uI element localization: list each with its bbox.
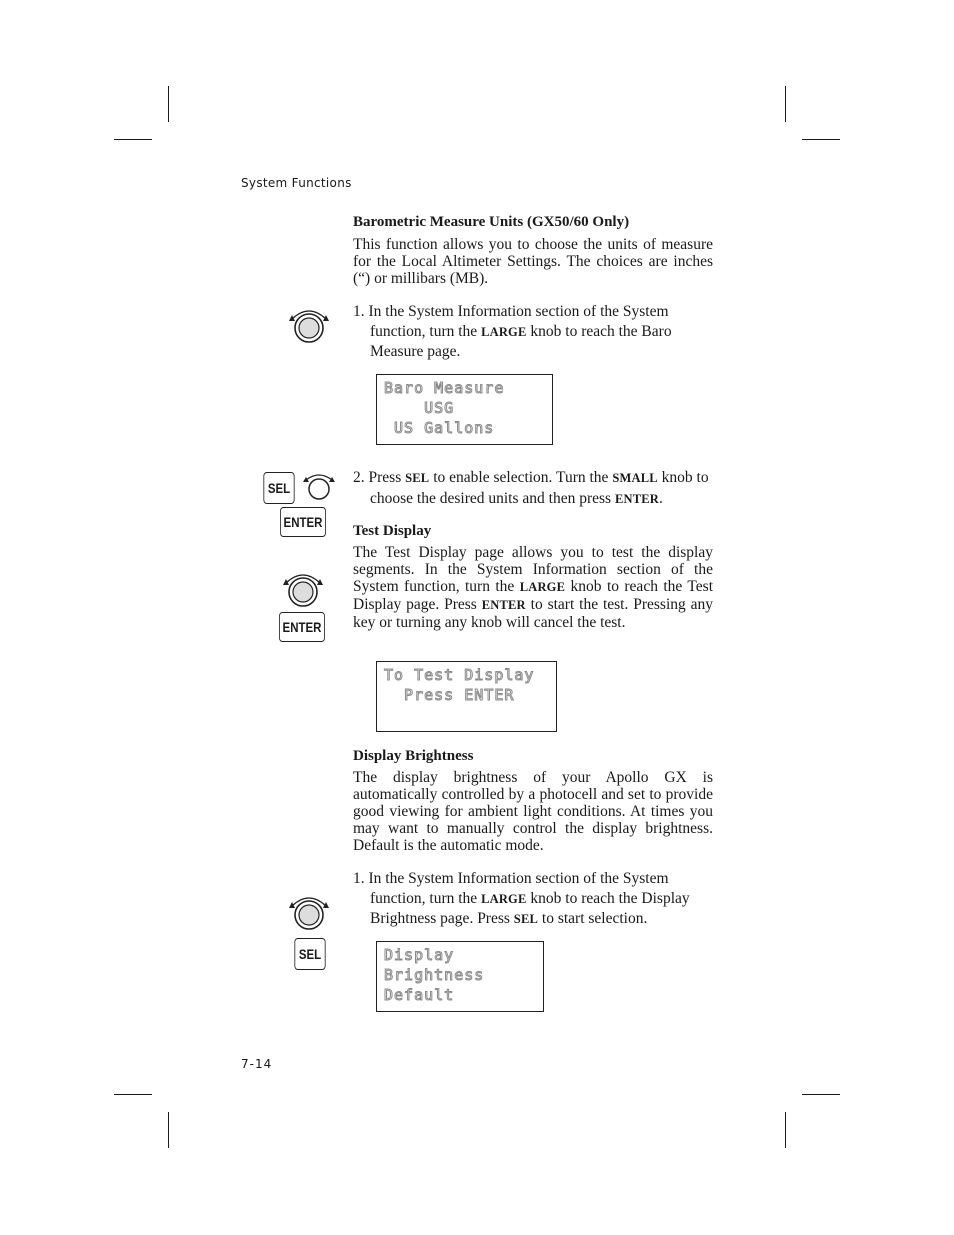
crop-mark [168,86,169,122]
baro-intro: This function allows you to choose the units of measure for the Local Altimeter Settings. The choices are inches (“) or millibars (MB). [353,236,713,287]
baro-step-1: 1. In the System Information section of the System function, turn the LARGE knob to reach the Baro Measure page. [353,303,672,360]
lcd-display-brightness: Display Brightness Default [376,941,544,1012]
section-heading-brightness: Display Brightness [353,748,474,764]
test-body: The Test Display page allows you to test the display segments. In the System Information section of the System function, turn the LARGE knob to reach the Test Display page. Press ENTER to start the test. Pressing any key or turning any knob will cancel the test. [353,544,714,631]
crop-mark [802,1094,840,1095]
section-heading-baro: Barometric Measure Units (GX50/60 Only) [353,214,630,230]
enter-button: ENTER [280,507,326,537]
enter-button: ENTER [279,612,325,642]
large-knob-icon [286,892,332,932]
crop-mark [785,1112,786,1148]
running-head: System Functions [241,176,352,190]
lcd-test-display: To Test Display Press ENTER [376,661,557,732]
small-knob-icon [302,472,336,502]
section-heading-test: Test Display [353,523,432,539]
large-knob-icon [286,305,332,345]
sel-button: SEL [263,472,294,504]
brightness-intro: The display brightness of your Apollo GX is automatically controlled by a photocell and set to provide good viewing for ambient light conditions. At times you may want to manually control the display brightness. Default is the automatic mode. [353,769,713,854]
page-number: 7-14 [241,1057,273,1071]
crop-mark [785,86,786,122]
sel-button: SEL [294,938,325,970]
crop-mark [168,1112,169,1148]
brightness-step-1: 1. In the System Information section of the System function, turn the LARGE knob to reach the Display Brightness page. Press SEL to start selection. [353,870,690,927]
baro-step-2: 2. Press SEL to enable selection. Turn the SMALL knob to choose the desired units and then press ENTER. [353,469,709,507]
large-knob-icon [280,569,326,609]
lcd-baro-measure: Baro Measure USG US Gallons [376,374,553,445]
crop-mark [802,139,840,140]
crop-mark [114,139,152,140]
crop-mark [114,1094,152,1095]
